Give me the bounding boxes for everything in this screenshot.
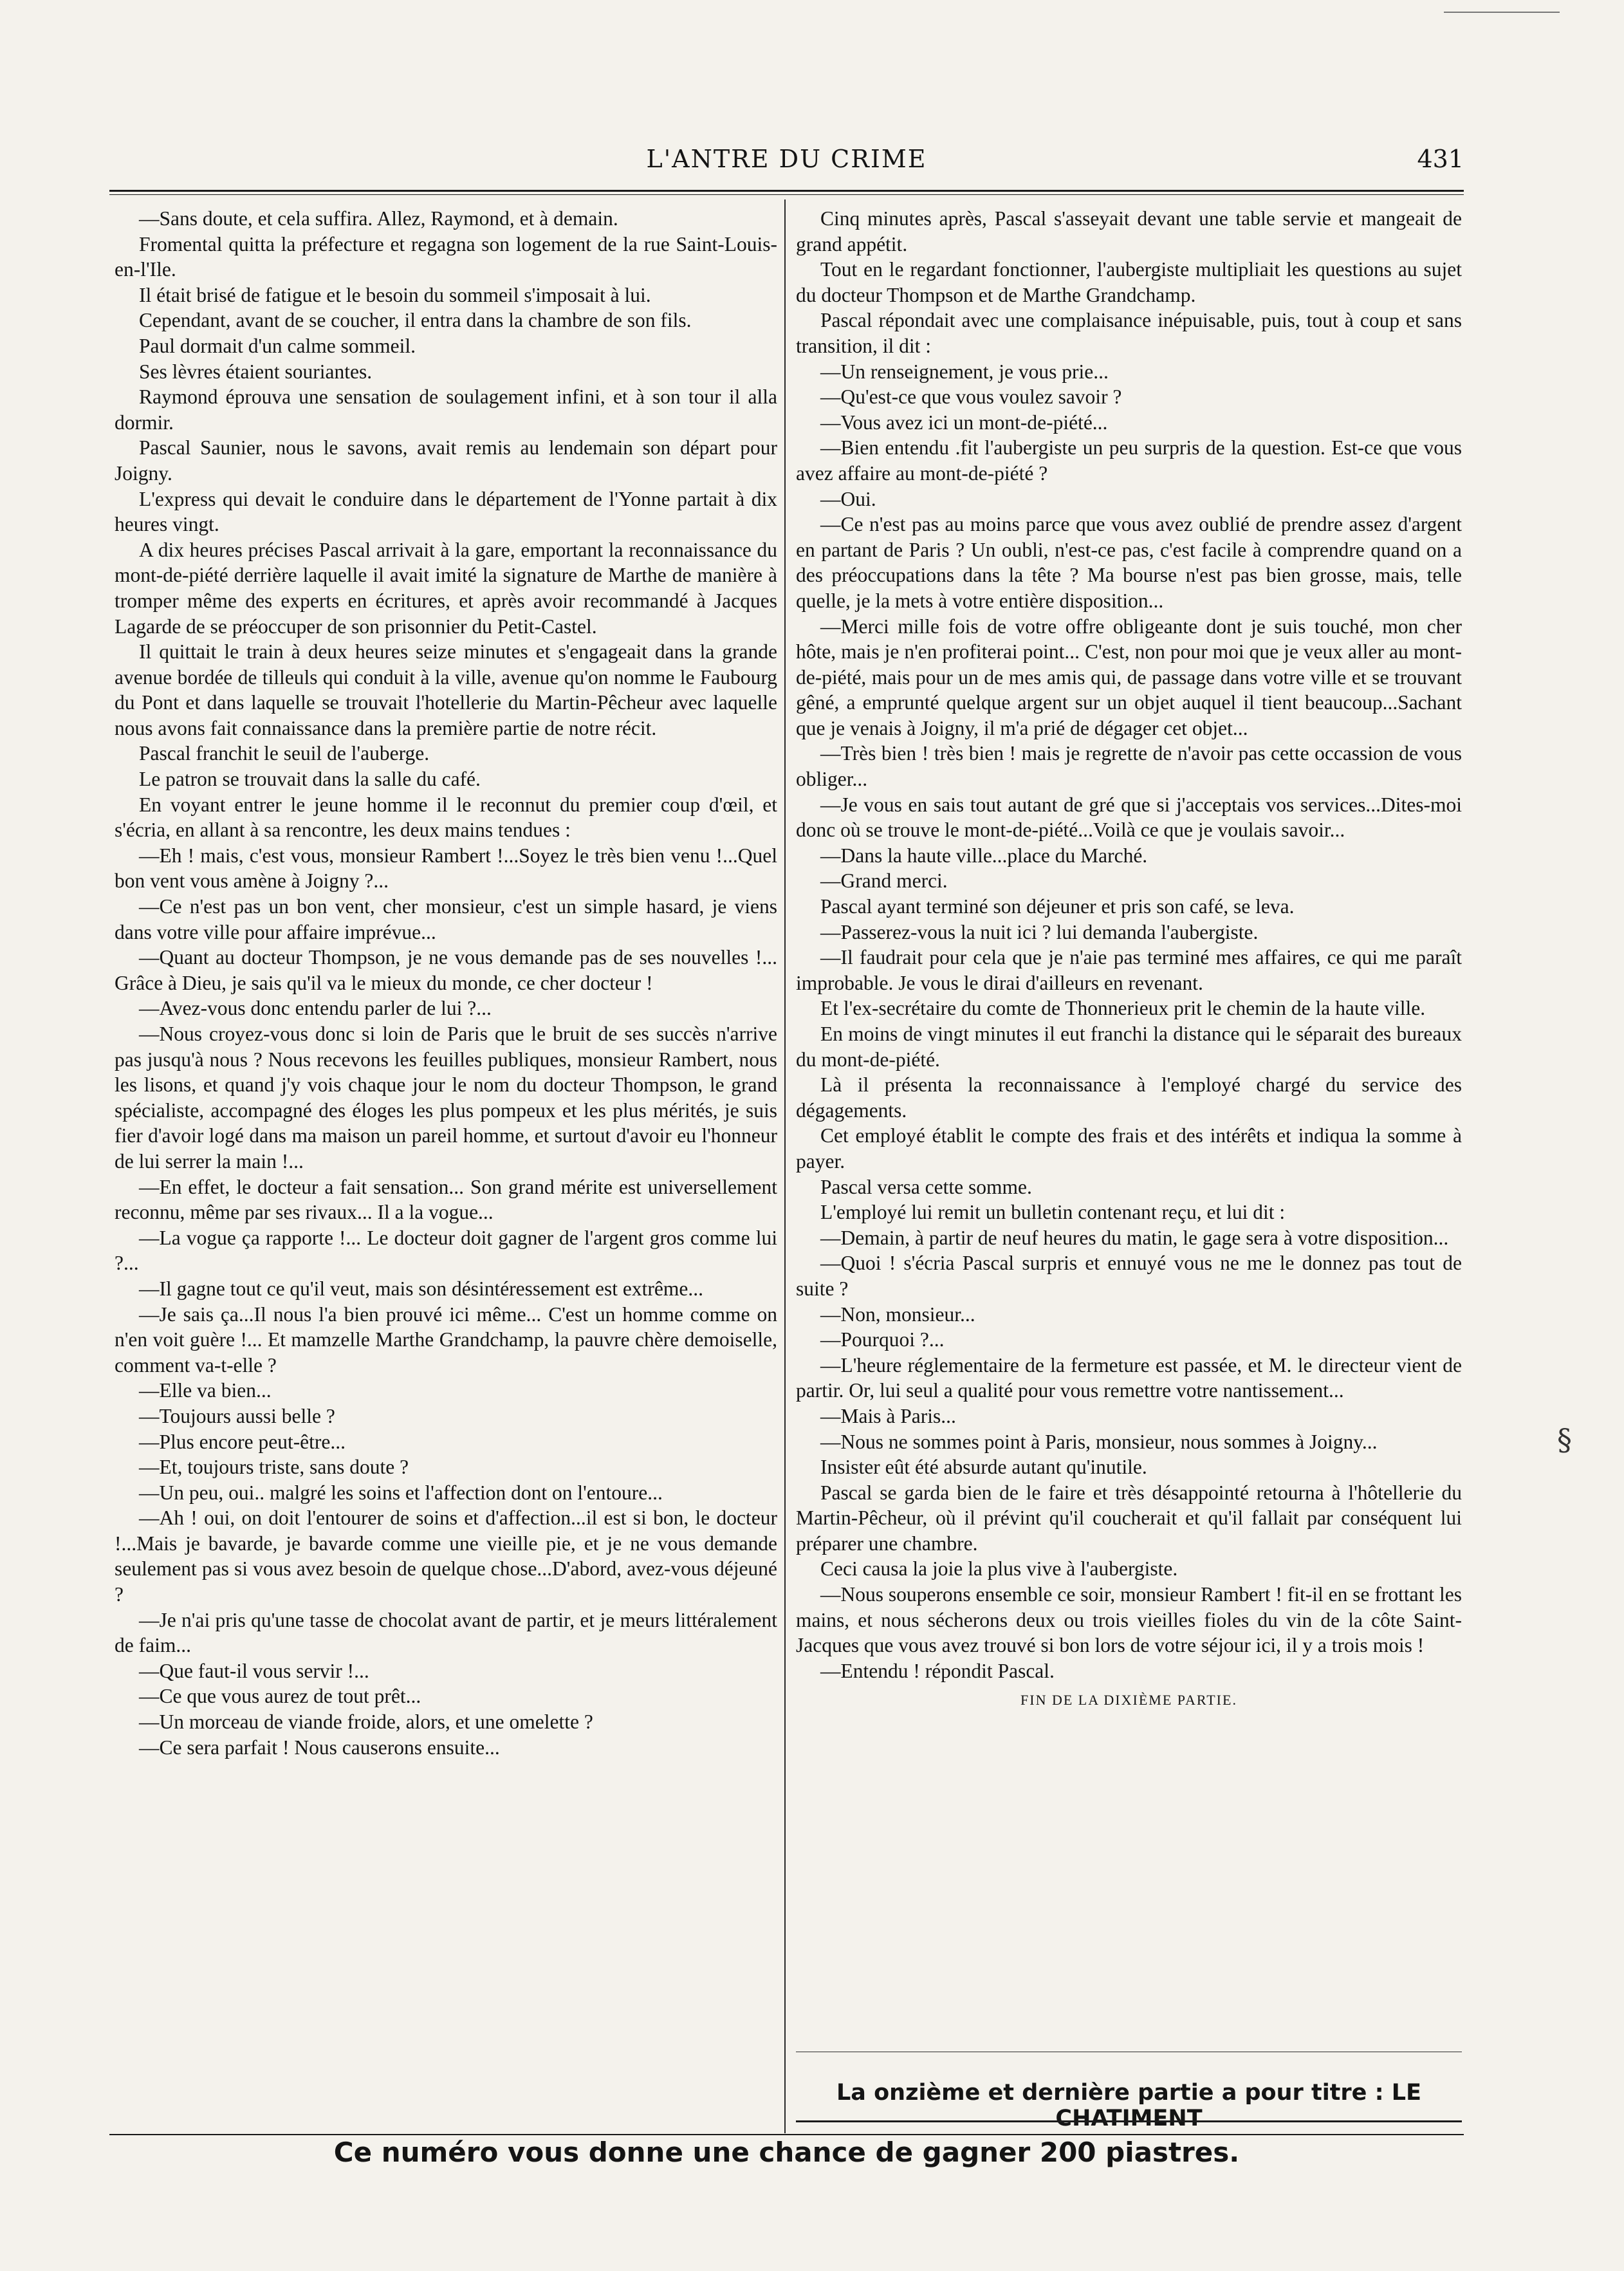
paragraph: Là il présenta la reconnaissance à l'employé chargé du service des dégagements.	[796, 1073, 1462, 1122]
paragraph: Pascal se garda bien de le faire et très désappointé retourna à l'hôtellerie du Martin-Pêcheur, où il prévint qu'il coucherait et qu'il fallait par conséquent lui préparer une chambre.	[796, 1481, 1462, 1555]
page-number: 431	[1417, 145, 1464, 173]
paragraph: —Il gagne tout ce qu'il veut, mais son désintéressement est extrême...	[139, 1277, 703, 1300]
paragraph: —Un peu, oui.. malgré les soins et l'affection dont on l'entoure...	[139, 1481, 663, 1504]
paragraph: Cependant, avant de se coucher, il entra dans la chambre de son fils.	[139, 309, 692, 332]
paragraph: —Ah ! oui, on doit l'entourer de soins et d'affection...il est si bon, le docteur !...Mais je bavarde, je bavarde comme une vieille pie, et je ne vous demande seulement pas si vous avez besoin de quelque chose...D'abord, avez-vous déjeuné ?	[115, 1506, 777, 1606]
paragraph: —L'heure réglementaire de la fermeture est passée, et M. le directeur vient de partir. Or, lui seul a qualité pour vous remettre votre nantissement...	[796, 1353, 1462, 1402]
paragraph: —Ce n'est pas au moins parce que vous avez oublié de prendre assez d'argent en partant de Paris ? Un oubli, n'est-ce pas, c'est facile à comprendre quand on a des préoccupations dans la tête ? Ma bourse n'est pas bien grosse, mais, telle quelle, je la mets à votre entière disposition...	[796, 513, 1462, 612]
paragraph: —Elle va bien...	[139, 1379, 272, 1402]
paragraph: Tout en le regardant fonctionner, l'aubergiste multipliait les questions au sujet du docteur Thompson et de Marthe Grandchamp.	[796, 258, 1462, 306]
paragraph: —Un renseignement, je vous prie...	[820, 360, 1109, 383]
paragraph: —Je vous en sais tout autant de gré que si j'acceptais vos services...Dites-moi donc où se trouve le mont-de-piété...Voilà ce que je voulais savoir...	[796, 793, 1462, 842]
paragraph: Raymond éprouva une sensation de soulagement infini, et à son tour il alla dormir.	[115, 385, 777, 434]
paragraph: —Je n'ai pris qu'une tasse de chocolat avant de partir, et je meurs littéralement de faim...	[115, 1608, 777, 1657]
paragraph: —Avez-vous donc entendu parler de lui ?...	[139, 997, 492, 1020]
next-part-rule	[796, 2120, 1462, 2122]
paragraph: —Non, monsieur...	[820, 1302, 975, 1326]
paragraph: Ceci causa la joie la plus vive à l'aubergiste.	[820, 1557, 1178, 1580]
paragraph: —Mais à Paris...	[820, 1404, 956, 1427]
paragraph: Pascal ayant terminé son déjeuner et pris son café, se leva.	[820, 895, 1295, 918]
paragraph: Il quittait le train à deux heures seize minutes et s'engageait dans la grande avenue bordée de tilleuls qui conduit à la ville, avenue qu'on nomme le Faubourg du Pont et dans laquelle se trouvait l'hotellerie du Martin-Pêcheur avec laquelle nous avons fait connaissance dans la première partie de notre récit.	[115, 640, 777, 739]
paragraph: En voyant entrer le jeune homme il le reconnut du premier coup d'œil, et s'écria, en allant à sa rencontre, les deux mains tendues :	[115, 793, 777, 842]
paragraph: —En effet, le docteur a fait sensation... Son grand mérite est universellement reconnu, même par ses rivaux... Il a la vogue...	[115, 1175, 777, 1224]
next-part-announcement: La onzième et dernière partie a pour titre : LE CHATIMENT	[836, 2080, 1421, 2131]
paragraph: L'employé lui remit un bulletin contenant reçu, et lui dit :	[820, 1201, 1286, 1224]
paragraph: —Ce que vous aurez de tout prêt...	[139, 1685, 421, 1708]
footer-notice: Ce numéro vous donne une chance de gagner 200 piastres.	[333, 2137, 1240, 2168]
paragraph: —Un morceau de viande froide, alors, et une omelette ?	[139, 1710, 593, 1734]
paragraph: —Ce n'est pas un bon vent, cher monsieur, c'est un simple hasard, je viens dans votre ville pour affaire imprévue...	[115, 895, 777, 943]
margin-mark: §	[1557, 1422, 1572, 1457]
paragraph: —Que faut-il vous servir !...	[139, 1659, 369, 1682]
paragraph: Cet employé établit le compte des frais et des intérêts et indiqua la somme à payer.	[796, 1124, 1462, 1173]
paragraph: Il était brisé de fatigue et le besoin du sommeil s'imposait à lui.	[139, 283, 651, 306]
end-note: FIN DE LA DIXIÈME PARTIE.	[1020, 1692, 1237, 1709]
paragraph: —Quant au docteur Thompson, je ne vous demande pas de ses nouvelles !... Grâce à Dieu, je sais qu'il va le mieux du monde, ce cher docteur !	[115, 946, 777, 994]
paragraph: —Eh ! mais, c'est vous, monsieur Rambert !...Soyez le très bien venu !...Quel bon vent vous amène à Joigny ?...	[115, 844, 777, 893]
paragraph: —Bien entendu .fit l'aubergiste un peu surpris de la question. Est-ce que vous avez affaire au mont-de-piété ?	[796, 436, 1462, 485]
paragraph: Fromental quitta la préfecture et regagna son logement de la rue Saint-Louis-en-l'Ile.	[115, 232, 777, 281]
paragraph: A dix heures précises Pascal arrivait à la gare, emportant la reconnaissance du mont-de-piété derrière laquelle il avait imité la signature de Marthe de manière à tromper même des experts en écritures, et après avoir recommandé à Jacques Lagarde de se préoccuper de son prisonnier du Petit-Castel.	[115, 538, 777, 638]
paragraph: Pascal versa cette somme.	[820, 1175, 1032, 1198]
paragraph: Pascal franchit le seuil de l'auberge.	[139, 742, 430, 765]
paragraph: —Dans la haute ville...place du Marché.	[820, 844, 1148, 867]
paragraph: —Grand merci.	[820, 869, 948, 893]
paragraph: Et l'ex-secrétaire du comte de Thonnerieux prit le chemin de la haute ville.	[820, 997, 1426, 1020]
paragraph: —Quoi ! s'écria Pascal surpris et ennuyé vous ne me le donnez pas tout de suite ?	[796, 1252, 1462, 1300]
paragraph: —Il faudrait pour cela que je n'aie pas terminé mes affaires, ce qui me paraît improbable. Je vous le dirai d'ailleurs en revenant.	[796, 946, 1462, 994]
paragraph: —Nous ne sommes point à Paris, monsieur, nous sommes à Joigny...	[820, 1430, 1378, 1453]
paragraph: —Vous avez ici un mont-de-piété...	[820, 411, 1108, 434]
paragraph: Cinq minutes après, Pascal s'asseyait devant une table servie et mangeait de grand appétit.	[796, 207, 1462, 255]
paragraph: —Et, toujours triste, sans doute ?	[139, 1456, 409, 1479]
footer-rule	[109, 2134, 1464, 2135]
paragraph: L'express qui devait le conduire dans le département de l'Yonne partait à dix heures vingt.	[115, 487, 777, 536]
paragraph: —Pourquoi ?...	[820, 1328, 945, 1351]
running-head	[109, 145, 1464, 183]
paragraph: —Entendu ! répondit Pascal.	[820, 1659, 1055, 1682]
paragraph: —Merci mille fois de votre offre obligeante dont je suis touché, mon cher hôte, mais je n'en profiterai point... C'est, non pour moi que je veux aller au mont-de-piété, mais pour un de mes amis qui, de passage dans votre ville et se trouvant gêné, a emprunté quelque argent sur un objet auquel il tient beaucoup...Sachant que je venais à Joigny, il m'a prié de dégager cet objet...	[796, 615, 1462, 739]
paragraph: Pascal Saunier, nous le savons, avait remis au lendemain son départ pour Joigny.	[115, 436, 777, 485]
column-divider	[784, 199, 786, 2133]
paragraph: —Nous croyez-vous donc si loin de Paris que le bruit de ses succès n'arrive pas jusqu'à nous ? Nous recevons les feuilles publiques, monsieur Rambert, nous les lisons, et quand j'y vois chaque jour le nom du docteur Thompson, le grand spécialiste, accompagné des éloges les plus pompeux et les plus mérités, je suis fier d'avoir logé dans ma maison un pareil homme, et surtout d'avoir eu l'honneur de lui serrer la main !...	[115, 1023, 777, 1173]
left-column	[115, 206, 777, 1760]
paragraph: —Je sais ça...Il nous l'a bien prouvé ici même... C'est un homme comme on n'en voit guère !... Et mamzelle Marthe Grandchamp, la pauvre chère demoiselle, comment va-t-elle ?	[115, 1302, 777, 1377]
paragraph: —Passerez-vous la nuit ici ? lui demanda l'aubergiste.	[820, 920, 1259, 943]
running-title: L'ANTRE DU CRIME	[646, 145, 927, 173]
paragraph: —La vogue ça rapporte !... Le docteur doit gagner de l'argent gros comme lui ?...	[115, 1226, 777, 1275]
paragraph: —Qu'est-ce que vous voulez savoir ?	[820, 385, 1122, 409]
top-edge-mark	[1444, 12, 1560, 13]
paragraph: Paul dormait d'un calme sommeil.	[139, 334, 416, 357]
paragraph: —Demain, à partir de neuf heures du matin, le gage sera à votre disposition...	[820, 1226, 1449, 1249]
paragraph: —Sans doute, et cela suffira. Allez, Raymond, et à demain.	[139, 207, 618, 230]
header-rule-thin	[109, 194, 1464, 195]
paragraph: Insister eût été absurde autant qu'inutile.	[820, 1456, 1147, 1479]
paragraph: En moins de vingt minutes il eut franchi la distance qui le séparait des bureaux du mont-de-piété.	[796, 1023, 1462, 1071]
paragraph: Ses lèvres étaient souriantes.	[139, 360, 373, 383]
paragraph: Pascal répondait avec une complaisance inépuisable, puis, tout à coup et sans transition, il dit :	[796, 309, 1462, 357]
paragraph: —Toujours aussi belle ?	[139, 1404, 335, 1427]
paragraph: Le patron se trouvait dans la salle du café.	[139, 768, 481, 791]
right-column	[796, 206, 1462, 1713]
paragraph: —Plus encore peut-être...	[139, 1430, 346, 1453]
header-rule	[109, 190, 1464, 192]
paragraph: —Nous souperons ensemble ce soir, monsieur Rambert ! fit-il en se frottant les mains, et nous sécherons deux ou trois vieilles fioles du vin de la côte Saint-Jacques que vous avez trouvé si bon lors de votre séjour ici, il y a trois mois !	[796, 1583, 1462, 1657]
paragraph: —Très bien ! très bien ! mais je regrette de n'avoir pas cette occassion de vous obliger...	[796, 742, 1462, 791]
paragraph: —Oui.	[820, 487, 876, 510]
paragraph: —Ce sera parfait ! Nous causerons ensuite...	[139, 1736, 500, 1759]
